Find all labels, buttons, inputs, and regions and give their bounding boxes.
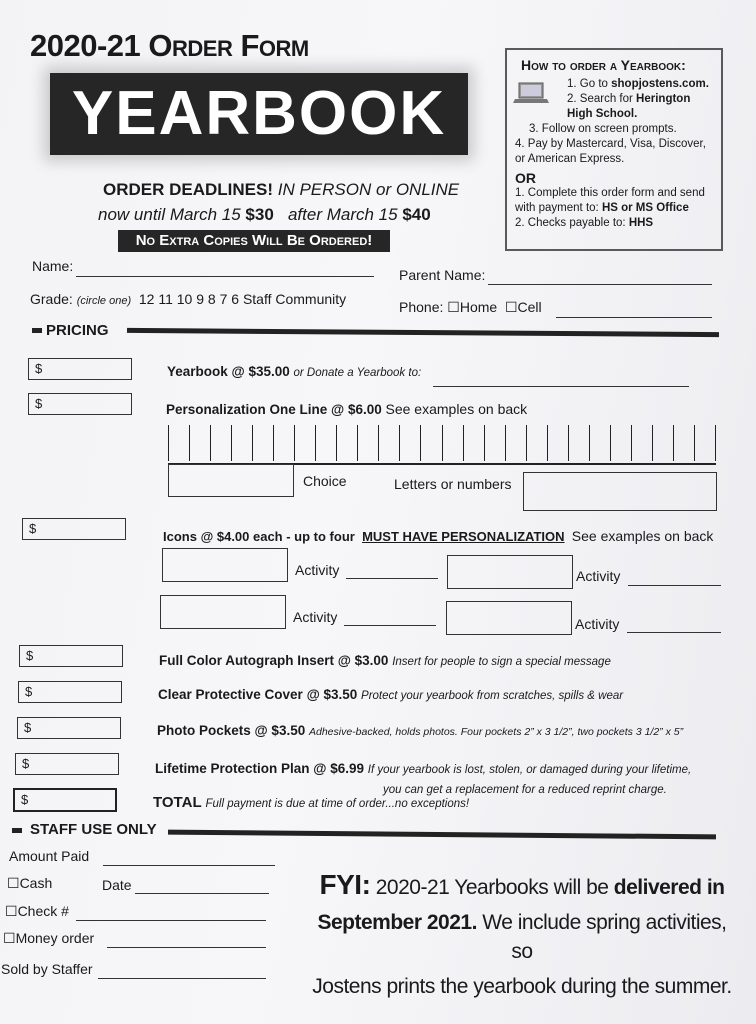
how-to-step-2: 2. Search for Herington High School.: [567, 93, 691, 120]
home-checkbox[interactable]: ☐: [447, 299, 460, 315]
autograph-note: Insert for people to sign a special message: [392, 656, 611, 668]
donate-input-line[interactable]: [433, 386, 689, 387]
price-after: $40: [402, 205, 431, 224]
autograph-label: Full Color Autograph Insert @ $3.00: [159, 653, 389, 668]
letter-slot-tick: [505, 425, 506, 461]
total-amount-box[interactable]: $: [13, 788, 117, 812]
date-label: Date: [102, 877, 132, 893]
icon-activity-box-2[interactable]: [447, 555, 573, 589]
staff-bullet-icon: [12, 828, 22, 833]
letter-slot-tick: [189, 425, 190, 461]
amount-paid-line[interactable]: [103, 865, 275, 866]
protection-amount-box[interactable]: $: [15, 753, 119, 775]
letter-slot-tick: [294, 425, 295, 461]
letter-slot-tick: [378, 425, 379, 461]
parent-name-input-line[interactable]: [488, 284, 712, 285]
letter-slot-tick: [315, 425, 316, 461]
pockets-item: [157, 723, 683, 738]
cash-checkbox[interactable]: ☐: [7, 875, 20, 891]
letter-slot-tick: [484, 425, 485, 461]
grade-label: Grade:: [30, 291, 73, 307]
pockets-label: Photo Pockets @ $3.50: [157, 723, 306, 738]
activity-label-1: Activity: [295, 562, 340, 578]
amount-paid-label: Amount Paid: [9, 848, 90, 864]
letter-slot-tick: [652, 425, 653, 461]
icons-amount-box[interactable]: $: [22, 518, 126, 540]
personalization-choice-box[interactable]: [168, 464, 294, 497]
cover-label: Clear Protective Cover @ $3.50: [158, 687, 358, 702]
protection-note-2: you can get a replacement for a reduced reprint charge.: [383, 784, 667, 796]
check-checkbox[interactable]: ☐: [5, 903, 18, 919]
total-note: Full payment is due at time of order...no exceptions!: [205, 798, 470, 810]
name-label: Name:: [32, 258, 74, 274]
must-have-personalization: MUST HAVE PERSONALIZATION: [362, 529, 565, 544]
icons-label: Icons @ $4.00 each - up to four: [163, 529, 355, 544]
activity-line-2[interactable]: [628, 585, 721, 586]
fyi-line-1: FYI: 2020-21 Yearbooks will be delivered in: [319, 869, 725, 900]
letter-slot-tick: [357, 425, 358, 461]
cell-label: Cell: [517, 299, 542, 315]
activity-label-2: Activity: [576, 568, 621, 584]
letter-slot-tick: [399, 425, 400, 461]
how-to-step-3: 3. Follow on screen prompts.: [529, 123, 677, 135]
no-extra-copies-banner: No Extra Copies Will Be Ordered!: [118, 230, 390, 252]
phone-label: Phone:: [399, 299, 444, 315]
cover-amount-box[interactable]: $: [18, 681, 122, 703]
letter-slot-tick: [442, 425, 443, 461]
grade-row: [30, 291, 346, 307]
how-to-step-1: 1. Go to shopjostens.com.: [567, 78, 709, 90]
yearbook-title-banner: YEARBOOK: [50, 73, 468, 155]
letter-slot-tick: [420, 425, 421, 461]
check-row: [5, 903, 69, 920]
pricing-rule: [127, 328, 719, 337]
fyi-note: [312, 870, 732, 1001]
parent-name-label: Parent Name:: [399, 267, 486, 283]
deadlines-mode: IN PERSON or ONLINE: [277, 180, 460, 199]
cash-row: [7, 875, 52, 892]
letter-slot-tick: [526, 425, 527, 461]
personalization-note: See examples on back: [385, 401, 528, 417]
icons-note: See examples on back: [571, 528, 714, 544]
letter-slot-tick: [168, 425, 169, 461]
cover-item: [158, 687, 623, 702]
price-before: $30: [245, 205, 274, 224]
money-order-row: [3, 930, 94, 947]
fyi-line-2: September 2021. We include spring activities, so: [317, 911, 727, 963]
icon-activity-box-3[interactable]: [160, 595, 286, 629]
cover-note: Protect your yearbook from scratches, spills & wear: [361, 690, 624, 702]
deadlines-bold: ORDER DEADLINES!: [103, 180, 274, 199]
cell-checkbox[interactable]: ☐: [504, 299, 518, 315]
how-to-title: How to order a Yearbook:: [521, 57, 686, 73]
personalization-label: Personalization One Line @ $6.00: [166, 402, 382, 417]
personalization-letter-grid[interactable]: [168, 425, 716, 465]
cash-label: Cash: [19, 875, 53, 891]
letter-slot-tick: [589, 425, 590, 461]
total-label: TOTAL: [153, 794, 202, 811]
staff-rule: [168, 830, 716, 840]
autograph-amount-box[interactable]: $: [19, 645, 123, 667]
total-item: [153, 794, 469, 811]
letters-or-numbers-box[interactable]: [523, 472, 717, 511]
fyi-label: FYI:: [319, 869, 371, 900]
order-form-title: 2020-21 Order Form: [30, 28, 309, 63]
protection-label: Lifetime Protection Plan @ $6.99: [155, 761, 364, 776]
check-label: Check #: [17, 903, 69, 919]
now-until-text: now until March 15: [98, 205, 241, 224]
deadline-prices: [98, 205, 431, 225]
activity-line-4[interactable]: [627, 632, 721, 633]
letter-slot-tick: [547, 425, 548, 461]
or-label: OR: [515, 170, 536, 186]
alt-step-1: 1. Complete this order form and send with payment to: HS or MS Office: [515, 187, 705, 214]
letter-slot-tick: [252, 425, 253, 461]
phone-row: [399, 299, 542, 316]
letters-or-numbers-label: Letters or numbers: [394, 476, 512, 492]
activity-line-1[interactable]: [346, 578, 438, 579]
check-number-line[interactable]: [76, 920, 266, 921]
home-label: Home: [459, 299, 498, 315]
letter-slot-tick: [631, 425, 632, 461]
money-order-label: Money order: [15, 930, 95, 946]
yearbook-label: Yearbook @ $35.00: [167, 364, 290, 379]
protection-note-1: If your yearbook is lost, stolen, or damaged during your lifetime,: [367, 764, 692, 776]
pockets-amount-box[interactable]: $: [17, 717, 121, 739]
activity-line-3[interactable]: [344, 625, 436, 626]
icon-activity-box-4[interactable]: [446, 601, 572, 635]
personalization-amount-box[interactable]: $: [28, 393, 132, 415]
autograph-item: [159, 653, 611, 668]
deadlines-line: [103, 180, 459, 200]
how-to-order-box: [505, 48, 723, 251]
sold-by-line[interactable]: [98, 978, 266, 979]
staff-heading: STAFF USE ONLY: [30, 821, 157, 838]
yearbook-item: [167, 364, 421, 379]
icon-activity-box-1[interactable]: [162, 548, 288, 582]
yearbook-donate-note: or Donate a Yearbook to:: [293, 367, 422, 379]
how-to-step-4: 4. Pay by Mastercard, Visa, Discover, or American Express.: [515, 138, 706, 165]
letter-slot-tick: [610, 425, 611, 461]
money-order-line[interactable]: [107, 947, 266, 948]
pricing-bullet-icon: [32, 328, 42, 333]
icons-item: [163, 528, 713, 544]
letter-slot-tick: [273, 425, 274, 461]
pockets-note: Adhesive-backed, holds photos. Four pockets 2” x 3 1/2”, two pockets 3 1/2” x 5”: [308, 726, 684, 738]
letter-slot-tick: [231, 425, 232, 461]
laptop-icon: [513, 82, 549, 104]
letter-slot-tick: [694, 425, 695, 461]
circle-one-note: (circle one): [76, 295, 132, 307]
choice-label: Choice: [303, 473, 347, 489]
phone-input-line[interactable]: [556, 317, 712, 318]
activity-label-3: Activity: [293, 609, 338, 625]
letter-slot-tick: [336, 425, 337, 461]
name-input-line[interactable]: [76, 276, 374, 277]
yearbook-amount-box[interactable]: $: [28, 358, 132, 380]
money-order-checkbox[interactable]: ☐: [3, 930, 16, 946]
pricing-heading: PRICING: [46, 322, 109, 339]
activity-label-4: Activity: [575, 616, 620, 632]
alt-step-2: 2. Checks payable to: HHS: [515, 217, 654, 229]
protection-item: [155, 761, 691, 776]
letter-slot-tick: [568, 425, 569, 461]
date-line[interactable]: [135, 893, 269, 894]
letter-slot-tick: [673, 425, 674, 461]
personalization-item: [166, 401, 527, 417]
letter-slot-tick: [463, 425, 464, 461]
letter-slot-tick: [210, 425, 211, 461]
after-text: after March 15: [287, 205, 398, 224]
grade-options[interactable]: 12 11 10 9 8 7 6 Staff Community: [138, 291, 347, 307]
letter-slot-tick: [715, 425, 716, 461]
fyi-line-3: Jostens prints the yearbook during the summer.: [312, 975, 732, 998]
sold-by-label: Sold by Staffer: [1, 961, 93, 977]
